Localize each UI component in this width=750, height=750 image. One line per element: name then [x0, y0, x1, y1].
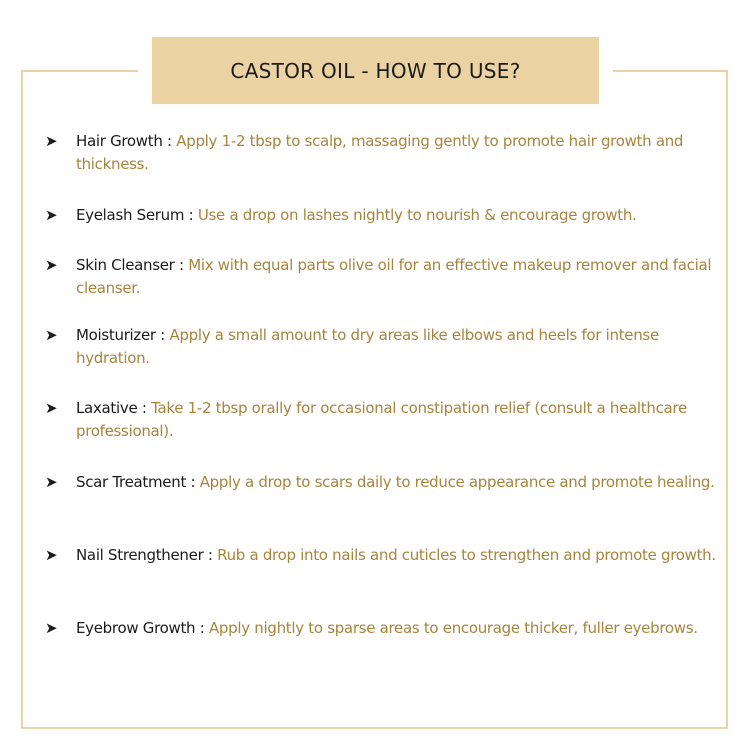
list-item-nail-strengthener: [45, 544, 735, 567]
list-item-label: Laxative :: [76, 399, 147, 417]
list-item-label: Nail Strengthener :: [76, 546, 213, 564]
list-item-description: Apply a drop to scars daily to reduce appearance and promote healing.: [199, 473, 715, 491]
list-item-label: Eyebrow Growth :: [76, 619, 205, 637]
list-item-skin-cleanser: [45, 254, 735, 300]
arrowhead-bullet-icon: ➤: [45, 326, 58, 344]
list-item-label: Eyelash Serum :: [76, 206, 194, 224]
list-item-scar-treatment: [45, 471, 735, 494]
arrowhead-bullet-icon: ➤: [45, 256, 58, 274]
list-item-label: Scar Treatment :: [76, 473, 196, 491]
list-item-text: [76, 397, 735, 443]
list-item-label: Hair Growth :: [76, 132, 172, 150]
list-item-description: Take 1-2 tbsp orally for occasional constipation relief (consult a healthcare professional).: [76, 399, 687, 440]
arrowhead-bullet-icon: ➤: [45, 132, 58, 150]
list-item-text: [76, 617, 698, 640]
arrowhead-bullet-icon: ➤: [45, 206, 58, 224]
list-item-moisturizer: [45, 324, 735, 370]
list-item-eyelash-serum: [45, 204, 735, 227]
list-item-eyebrow-growth: [45, 617, 735, 640]
list-item-text: [76, 544, 716, 567]
list-item-description: Mix with equal parts olive oil for an effective makeup remover and facial cleanser.: [76, 256, 712, 297]
list-item-description: Apply a small amount to dry areas like elbows and heels for intense hydration.: [76, 326, 659, 367]
list-item-text: [76, 254, 735, 300]
list-item-description: Apply 1-2 tbsp to scalp, massaging gently to promote hair growth and thickness.: [76, 132, 684, 173]
arrowhead-bullet-icon: ➤: [45, 546, 58, 564]
list-item-laxative: [45, 397, 735, 443]
list-item-description: Apply nightly to sparse areas to encourage thicker, fuller eyebrows.: [208, 619, 698, 637]
list-item-description: Use a drop on lashes nightly to nourish & encourage growth.: [197, 206, 637, 224]
list-item-text: [76, 130, 735, 176]
arrowhead-bullet-icon: ➤: [45, 473, 58, 491]
list-item-text: [76, 324, 735, 370]
list-item-label: Moisturizer :: [76, 326, 166, 344]
list-item-text: [76, 204, 637, 227]
list-item-label: Skin Cleanser :: [76, 256, 184, 274]
page-title: CASTOR OIL - HOW TO USE?: [230, 58, 521, 83]
list-item-hair-growth: [45, 130, 735, 176]
arrowhead-bullet-icon: ➤: [45, 619, 58, 637]
arrowhead-bullet-icon: ➤: [45, 399, 58, 417]
title-banner: [152, 37, 599, 104]
list-item-text: [76, 471, 715, 494]
list-item-description: Rub a drop into nails and cuticles to strengthen and promote growth.: [217, 546, 716, 564]
